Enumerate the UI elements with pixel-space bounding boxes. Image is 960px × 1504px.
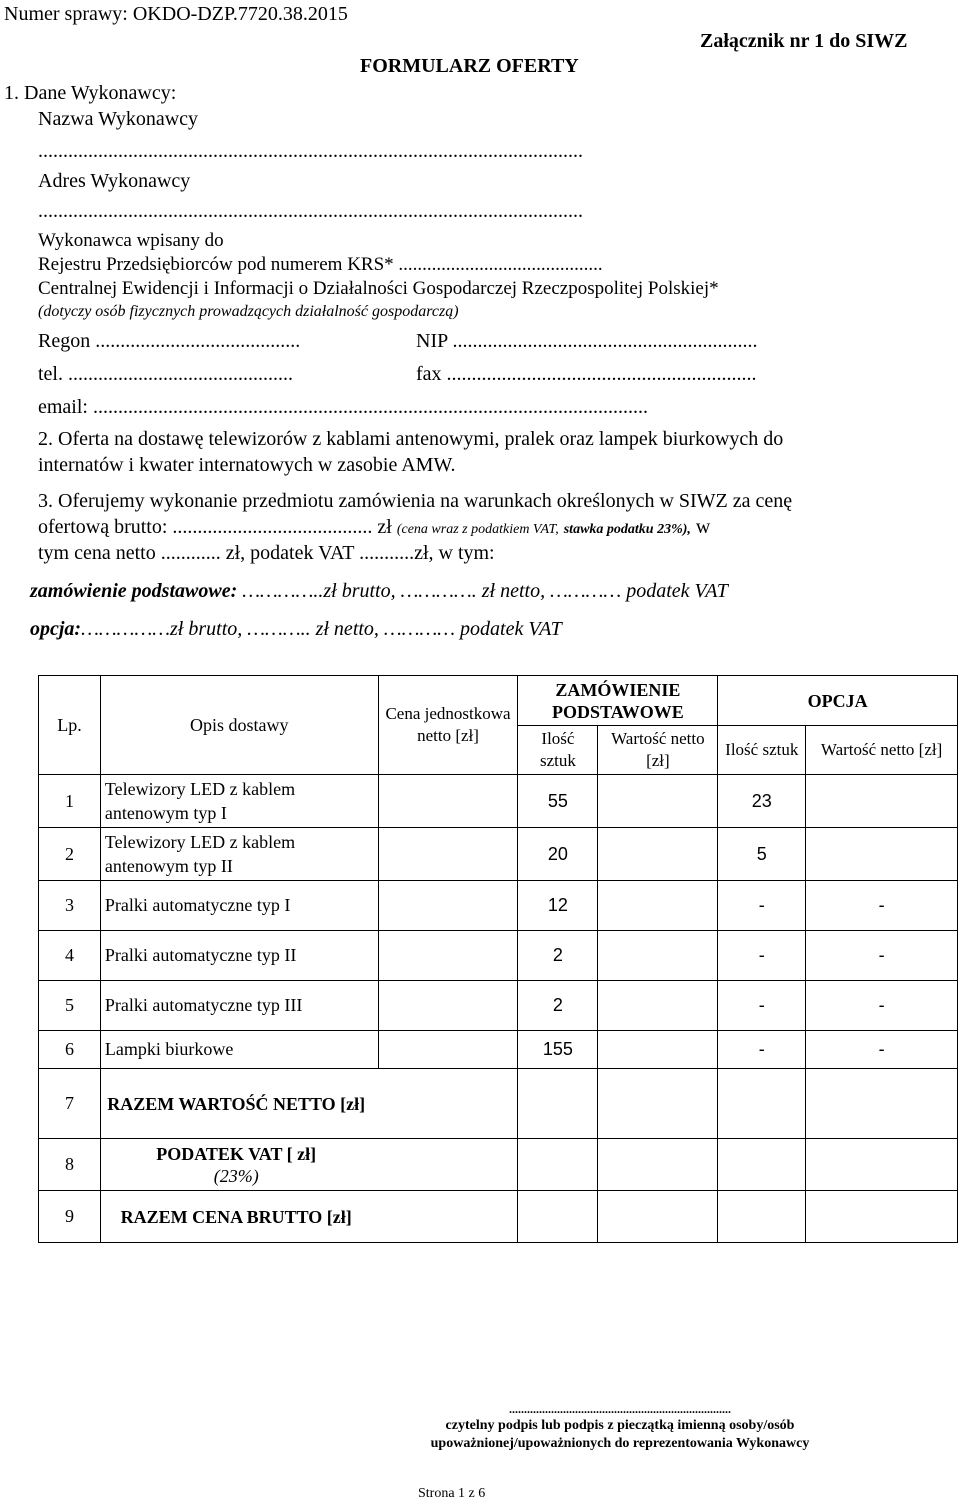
signature-caption-1: czytelny podpis lub podpis z pieczątką imienną osoby/osób (445, 1418, 795, 1433)
fax-field[interactable]: fax .............................................................. (416, 363, 757, 385)
section3-line2 (38, 516, 710, 539)
sum-empty (718, 1139, 806, 1191)
row-qty-opt: 23 (718, 775, 806, 828)
row-value[interactable] (598, 981, 718, 1031)
address-label: Adres Wykonawcy (38, 170, 191, 192)
sum-empty (518, 1139, 598, 1191)
table-row (39, 931, 958, 981)
row-desc: Telewizory LED z kablem antenowym typ II (100, 828, 378, 881)
sum-net-label: RAZEM WARTOŚĆ NETTO [zł] (100, 1069, 518, 1139)
offer-table (38, 675, 958, 1243)
krs-field[interactable]: Rejestru Przedsiębiorców pod numerem KRS* ........................................... (38, 254, 603, 275)
option-values[interactable]: ……………zł brutto, ……….. zł netto, ………… podatek VAT (81, 618, 562, 640)
basic-order-label: zamówienie podstawowe: (30, 580, 238, 602)
row-value-opt: - (806, 931, 958, 981)
row-lp: 9 (39, 1191, 101, 1243)
row-qty-opt: - (718, 981, 806, 1031)
row-qty-opt: - (718, 881, 806, 931)
sum-vat-value-opt[interactable] (806, 1139, 958, 1191)
row-qty-opt: 5 (718, 828, 806, 881)
row-desc: Lampki biurkowe (100, 1031, 378, 1069)
group-option: OPCJA (718, 676, 958, 726)
sum-empty (718, 1191, 806, 1243)
col-unit-price: Cena jednostkowa netto [zł] (378, 676, 518, 775)
table-row (39, 775, 958, 828)
col-lp: Lp. (39, 676, 101, 775)
sum-gross-label: RAZEM CENA BRUTTO [zł] (100, 1191, 518, 1243)
row-value[interactable] (598, 931, 718, 981)
row-value-opt[interactable] (806, 828, 958, 881)
section3-w: w (695, 516, 711, 538)
attachment-label: Załącznik nr 1 do SIWZ (700, 30, 908, 52)
col-qty: Ilość sztuk (518, 726, 598, 775)
name-field[interactable]: ............................................................................................................. (38, 140, 583, 162)
row-unit-price[interactable] (378, 828, 518, 881)
row-value-opt: - (806, 1031, 958, 1069)
ceidg-note: (dotyczy osób fizycznych prowadzących działalność gospodarczą) (38, 303, 459, 320)
col-value-opt: Wartość netto [zł] (806, 726, 958, 775)
basic-order-values[interactable]: …………..zł brutto, …………. zł netto, ………… podatek VAT (237, 580, 728, 602)
sum-empty (518, 1191, 598, 1243)
section2-line1: 2. Oferta na dostawę telewizorów z kablami antenowymi, pralek oraz lampek biurkowych do (38, 428, 784, 450)
row-value[interactable] (598, 828, 718, 881)
row-desc: Pralki automatyczne typ I (100, 881, 378, 931)
table-header-row (39, 676, 958, 726)
sum-gross-value-opt[interactable] (806, 1191, 958, 1243)
sum-vat-rate: (23%) (213, 1165, 259, 1186)
group-basic: ZAMÓWIENIE PODSTAWOWE (518, 676, 718, 726)
sum-gross-value[interactable] (598, 1191, 718, 1243)
row-lp: 3 (39, 881, 101, 931)
row-qty: 20 (518, 828, 598, 881)
basic-order-line[interactable] (30, 580, 728, 603)
row-qty: 12 (518, 881, 598, 931)
section3-line1: 3. Oferujemy wykonanie przedmiotu zamówienia na warunkach określonych w SIWZ za cenę (38, 490, 793, 512)
row-qty-opt: - (718, 1031, 806, 1069)
row-value[interactable] (598, 881, 718, 931)
name-label: Nazwa Wykonawcy (38, 108, 199, 130)
row-lp: 1 (39, 775, 101, 828)
row-unit-price[interactable] (378, 775, 518, 828)
option-label: opcja: (30, 618, 82, 640)
sum-row-net (39, 1069, 958, 1139)
row-lp: 7 (39, 1069, 101, 1139)
nip-field[interactable]: NIP ............................................................. (416, 330, 758, 352)
row-qty: 55 (518, 775, 598, 828)
row-lp: 2 (39, 828, 101, 881)
sum-empty (718, 1069, 806, 1139)
tel-field[interactable]: tel. ............................................. (38, 363, 293, 385)
row-lp: 8 (39, 1139, 101, 1191)
col-qty-opt: Ilość sztuk (718, 726, 806, 775)
row-desc: Pralki automatyczne typ II (100, 931, 378, 981)
row-value-opt: - (806, 881, 958, 931)
sum-vat-value[interactable] (598, 1139, 718, 1191)
row-desc: Telewizory LED z kablem antenowym typ I (100, 775, 378, 828)
row-qty: 2 (518, 981, 598, 1031)
sum-net-value[interactable] (598, 1069, 718, 1139)
sum-row-vat (39, 1139, 958, 1191)
row-unit-price[interactable] (378, 881, 518, 931)
row-unit-price[interactable] (378, 931, 518, 981)
krs-line1: Wykonawca wpisany do (38, 230, 224, 251)
option-line[interactable] (30, 618, 562, 641)
col-desc: Opis dostawy (100, 676, 378, 775)
signature-dots[interactable]: .......................................................................... (509, 1402, 731, 1416)
signature-caption-2: upoważnionej/upoważnionych do reprezentowania Wykonawcy (430, 1436, 810, 1451)
sum-vat-cell (100, 1139, 518, 1191)
table-row (39, 981, 958, 1031)
row-unit-price[interactable] (378, 1031, 518, 1069)
case-number: Numer sprawy: OKDO-DZP.7720.38.2015 (4, 3, 348, 25)
vat-rate-note: stawka podatku 23%), (563, 522, 691, 537)
row-unit-price[interactable] (378, 981, 518, 1031)
sum-row-gross (39, 1191, 958, 1243)
section2-line2: internatów i kwater internatowych w zasobie AMW. (38, 454, 456, 476)
sum-vat-label: PODATEK VAT [ zł] (156, 1143, 317, 1164)
sum-net-value-opt[interactable] (806, 1069, 958, 1139)
table-row (39, 881, 958, 931)
email-field[interactable]: email: ............................................................................................................... (38, 396, 648, 418)
row-qty: 155 (518, 1031, 598, 1069)
row-qty-opt: - (718, 931, 806, 981)
sum-empty (518, 1069, 598, 1139)
ceidg-line: Centralnej Ewidencji i Informacji o Działalności Gospodarczej Rzeczpospolitej Polskiej* (38, 278, 719, 299)
row-value-opt[interactable] (806, 775, 958, 828)
row-value-opt: - (806, 981, 958, 1031)
row-value[interactable] (598, 1031, 718, 1069)
col-value: Wartość netto [zł] (598, 726, 718, 775)
table-row (39, 1031, 958, 1069)
gross-price-field[interactable]: ofertową brutto: ........................................ zł (38, 516, 392, 538)
row-lp: 6 (39, 1031, 101, 1069)
page-number: Strona 1 z 6 (418, 1486, 486, 1501)
vat-note: (cena wraz z podatkiem VAT, (396, 522, 559, 537)
regon-field[interactable]: Regon ......................................... (38, 330, 301, 352)
row-desc: Pralki automatyczne typ III (100, 981, 378, 1031)
row-qty: 2 (518, 931, 598, 981)
section1-heading: 1. Dane Wykonawcy: (4, 82, 177, 104)
form-title: FORMULARZ OFERTY (360, 55, 579, 77)
row-lp: 5 (39, 981, 101, 1031)
address-field[interactable]: ............................................................................................................. (38, 200, 583, 222)
row-value[interactable] (598, 775, 718, 828)
row-lp: 4 (39, 931, 101, 981)
section3-line3[interactable]: tym cena netto ............ zł, podatek VAT ...........zł, w tym: (38, 542, 495, 564)
table-row (39, 828, 958, 881)
